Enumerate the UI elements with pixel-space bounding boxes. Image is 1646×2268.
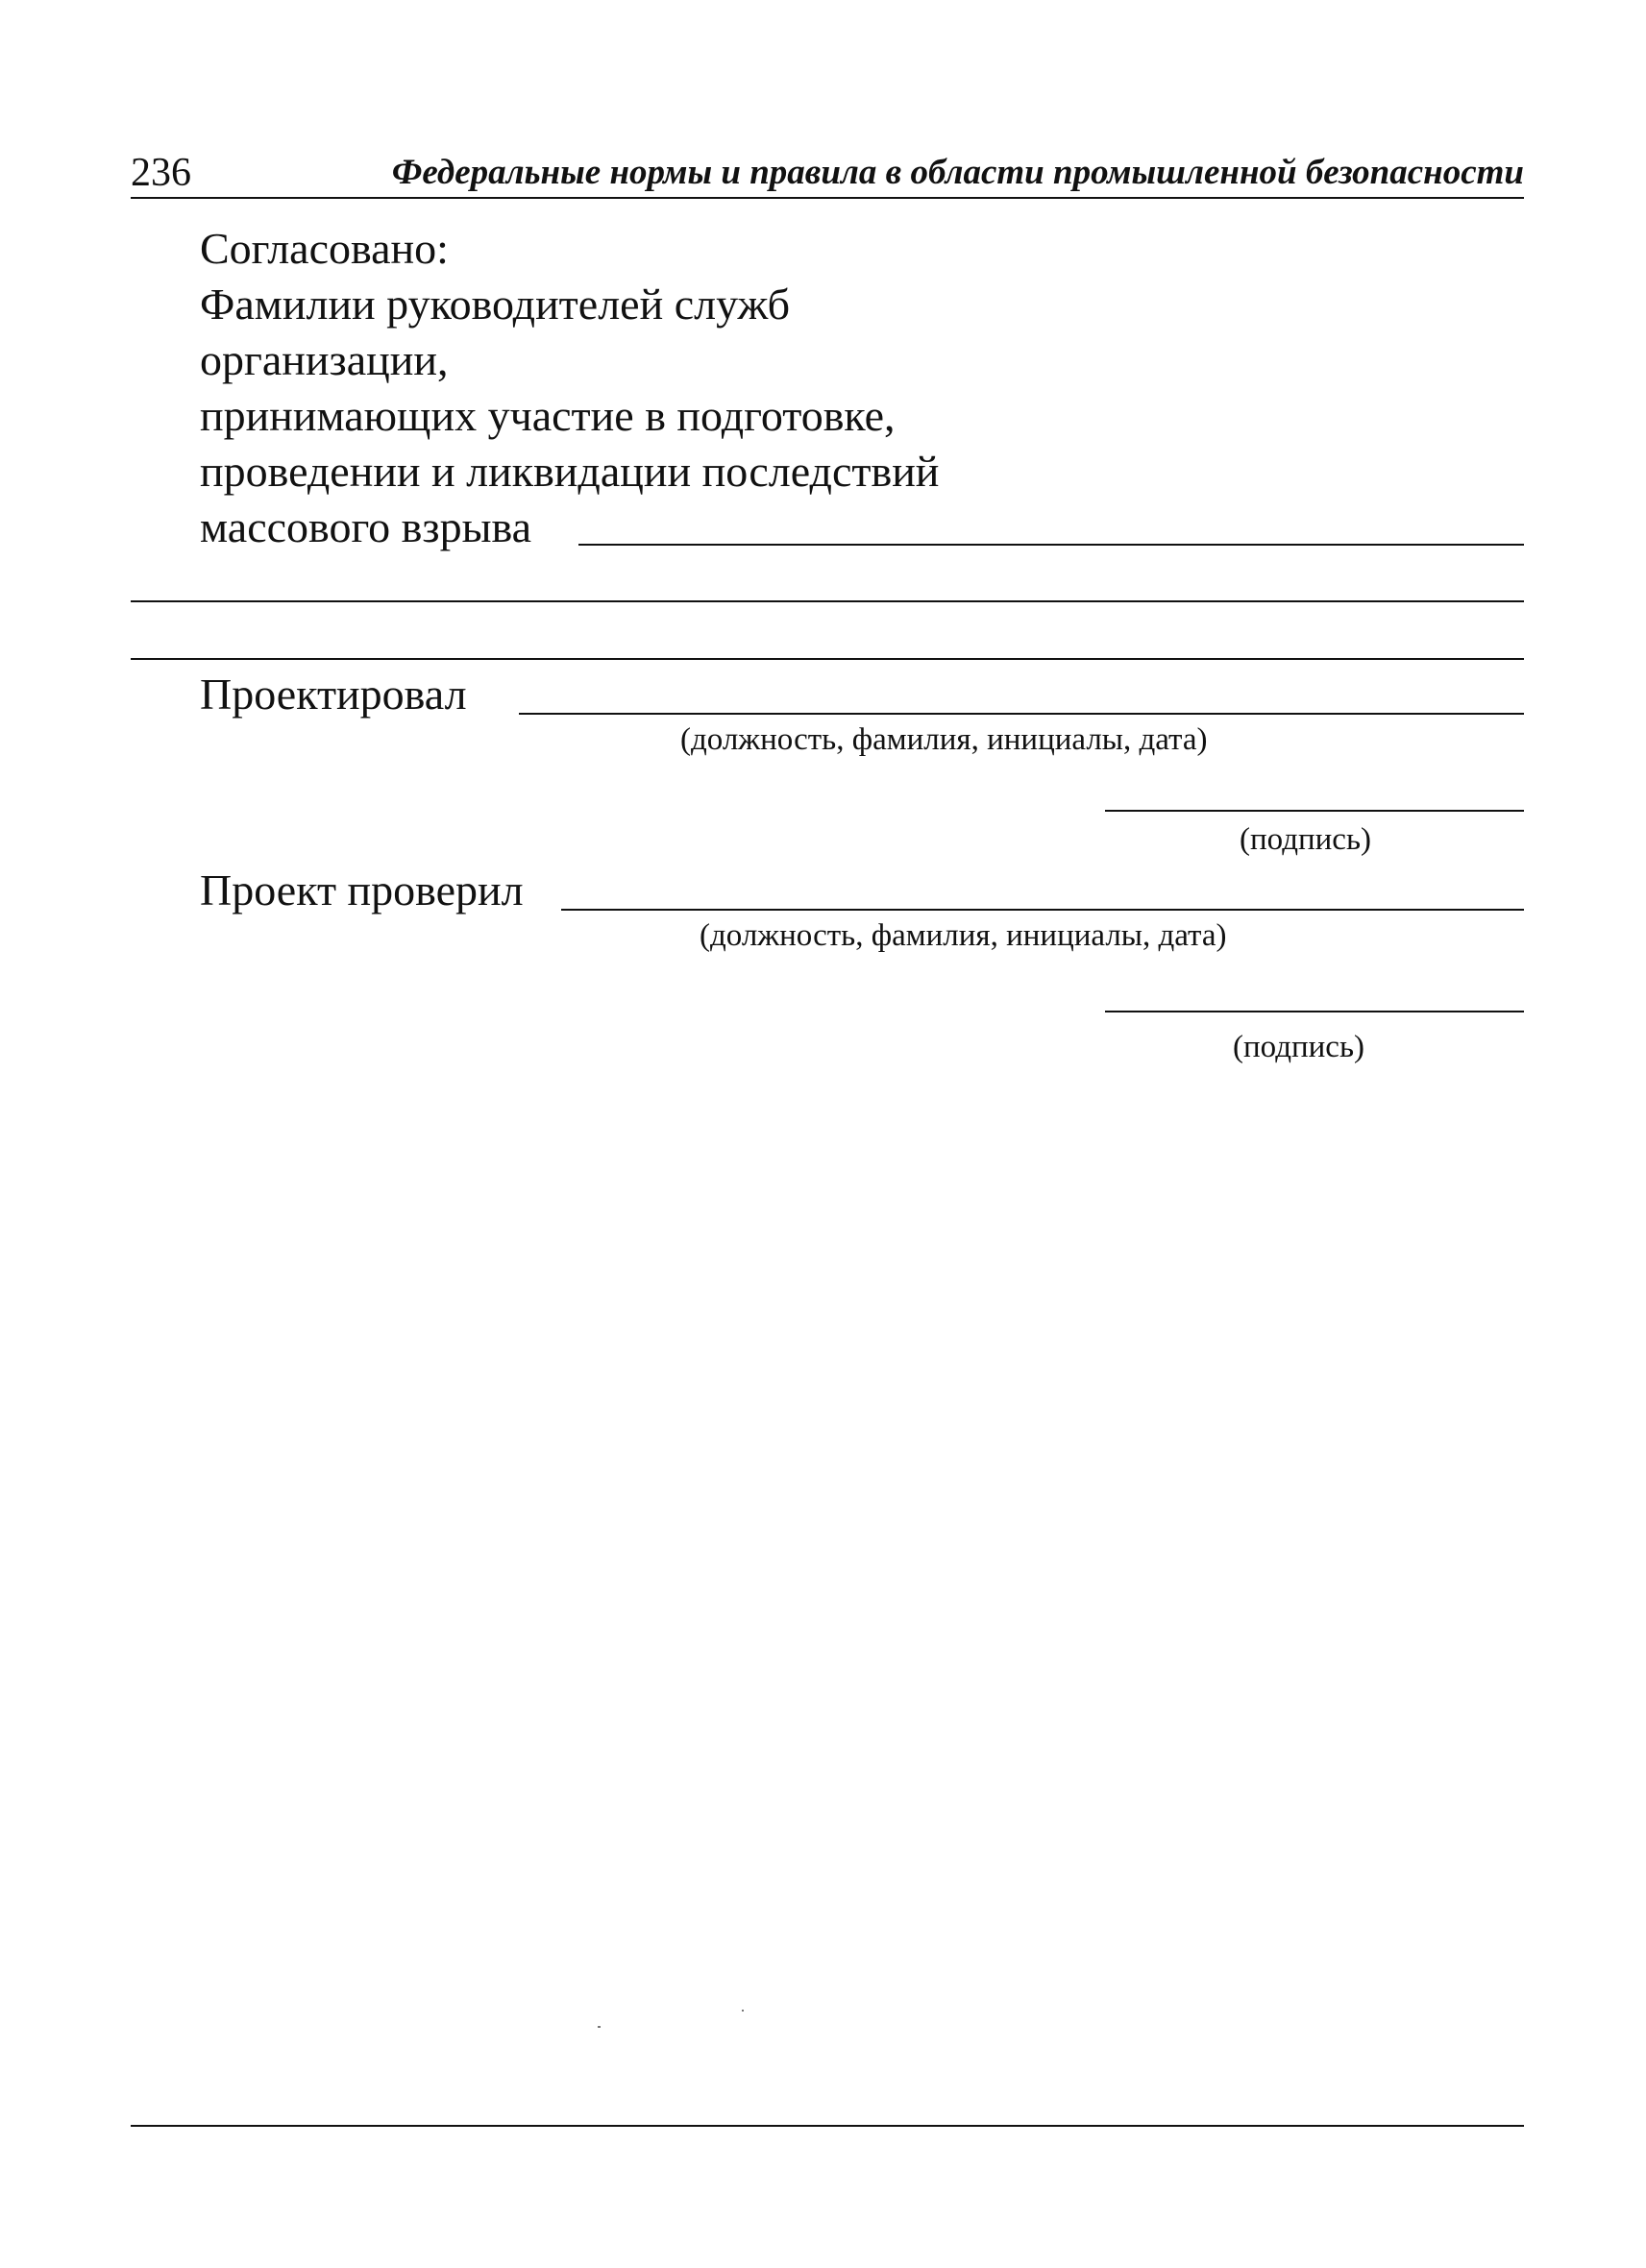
approval-line: Фамилии руководителей служб bbox=[200, 280, 791, 329]
checker-caption: (должность, фамилия, инициалы, дата) bbox=[700, 918, 1227, 953]
approval-line: организации, bbox=[200, 335, 449, 384]
scan-speck bbox=[742, 2010, 744, 2012]
approval-line: массового взрыва bbox=[200, 502, 531, 551]
checker-label: Проект проверил bbox=[200, 866, 524, 915]
checker-fill-line[interactable] bbox=[561, 909, 1524, 911]
approval-fill-line[interactable] bbox=[131, 658, 1524, 660]
checker-signature-caption: (подпись) bbox=[1233, 1030, 1364, 1064]
approval-line: принимающих участие в подготовке, bbox=[200, 391, 896, 440]
checker-signature-line[interactable] bbox=[1105, 1011, 1524, 1012]
footer-rule bbox=[131, 2125, 1524, 2127]
approval-label: Согласовано: bbox=[200, 224, 449, 273]
running-title: Федеральные нормы и правила в области промышленной безопасности bbox=[391, 153, 1524, 192]
page-number: 236 bbox=[131, 151, 191, 195]
approval-fill-line[interactable] bbox=[131, 600, 1524, 602]
designer-label: Проектировал bbox=[200, 670, 467, 719]
designer-fill-line[interactable] bbox=[519, 713, 1524, 715]
designer-signature-caption: (подпись) bbox=[1240, 822, 1371, 857]
designer-caption: (должность, фамилия, инициалы, дата) bbox=[680, 722, 1208, 757]
approval-line: проведении и ликвидации последствий bbox=[200, 447, 940, 496]
header-rule bbox=[131, 197, 1524, 199]
designer-signature-line[interactable] bbox=[1105, 810, 1524, 812]
scan-speck bbox=[598, 2026, 601, 2028]
approval-fill-line[interactable] bbox=[578, 544, 1524, 546]
